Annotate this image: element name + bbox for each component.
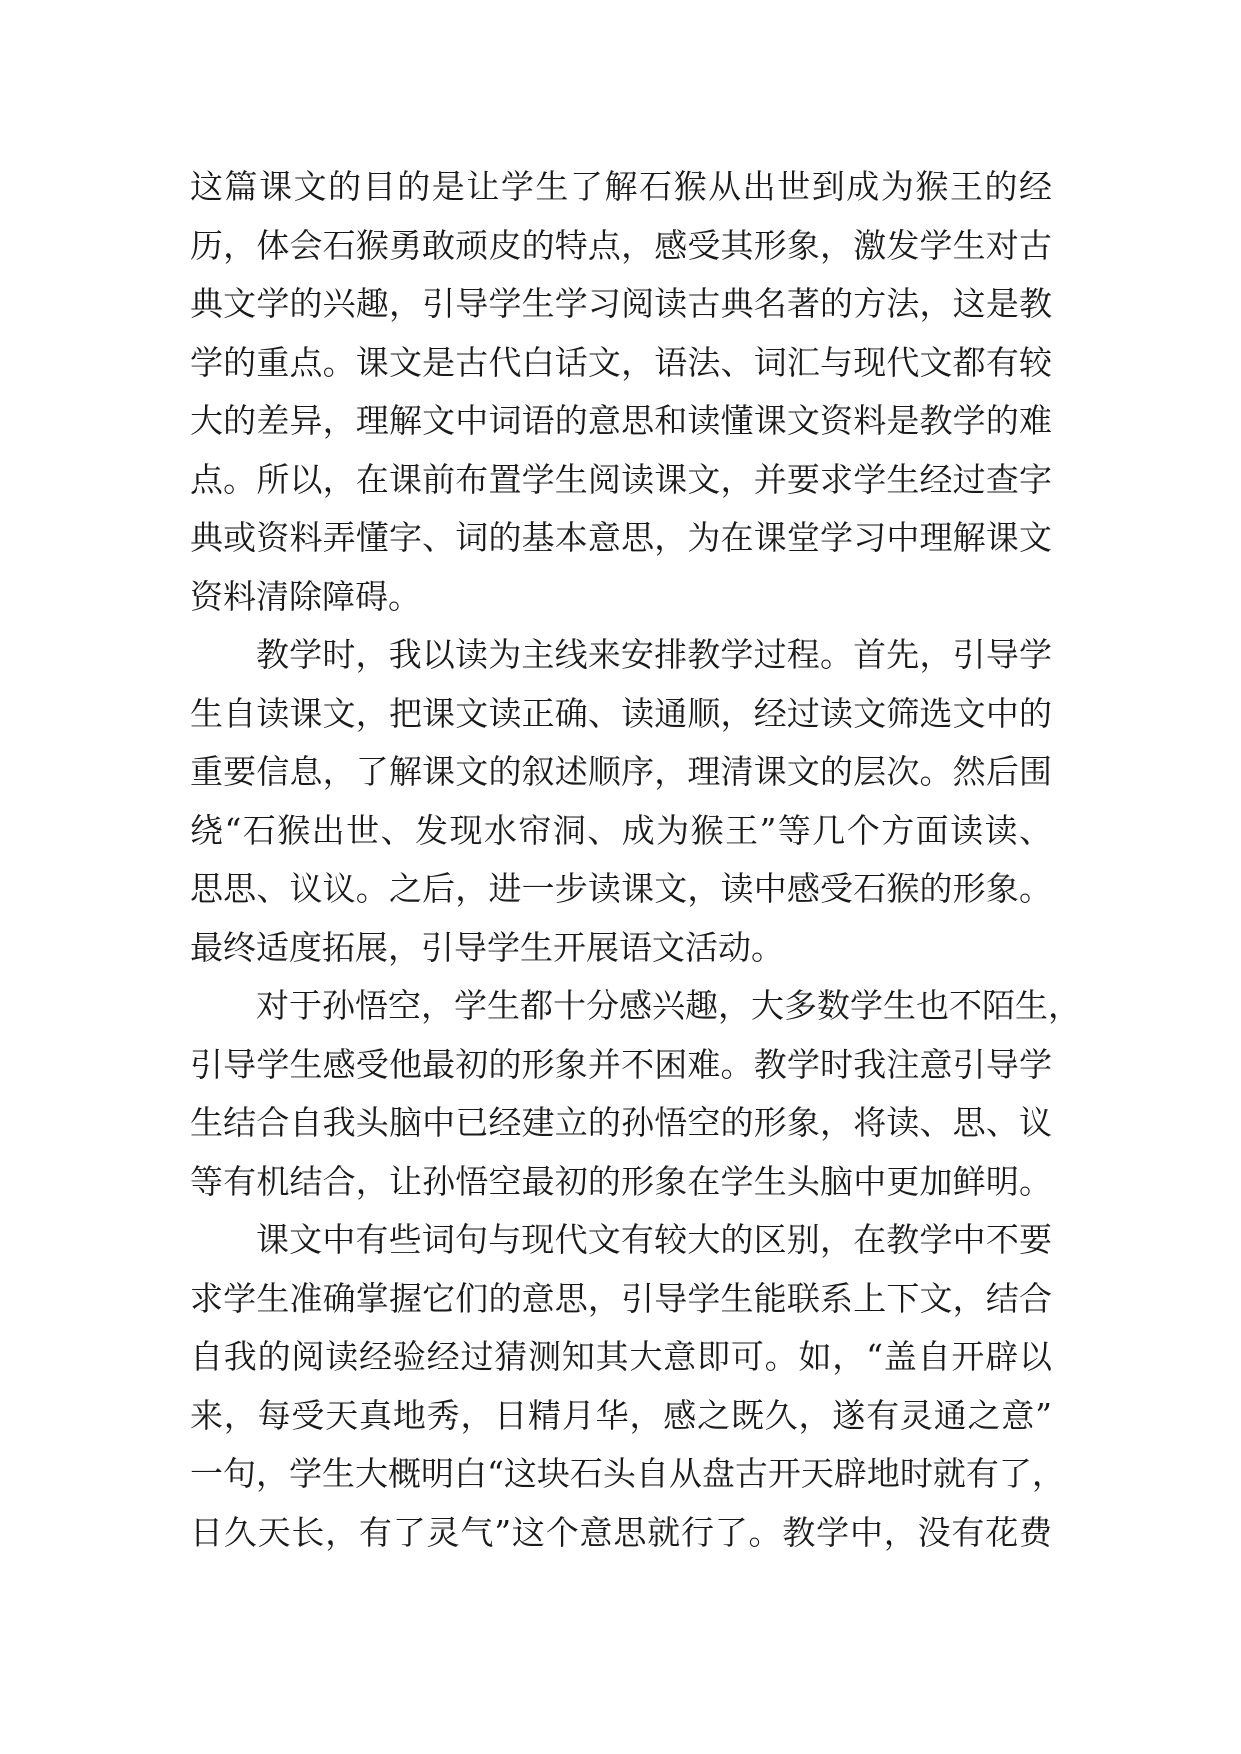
text-line: 点。所以，在课前布置学生阅读课文，并要求学生经过查字 [190,459,1052,499]
text-line: 这篇课文的目的是让学生了解石猴从出世到成为猴王的经 [190,167,1052,206]
text-line: 自我的阅读经验经过猜测知其大意即可。如，“盖自开辟以 [190,1337,1052,1376]
text-line: 教学时，我以读为主线来安排教学过程。首先，引导学 [256,635,1052,674]
text-line: 大的差异，理解文中词语的意思和读懂课文资料是教学的难 [190,401,1052,440]
text-line: 典或资料弄懂字、词的基本意思，为在课堂学习中理解课文 [190,518,1052,557]
text-line: 生自读课文，把课文读正确、读通顺，经过读文筛选文中的 [190,693,1052,733]
text-line: 等有机结合，让孙悟空最初的形象在学生头脑中更加鲜明。 [190,1161,1052,1201]
text-line: 绕“石猴出世、发现水帘洞、成为猴王”等几个方面读读、 [190,810,1052,850]
text-line: 重要信息，了解课文的叙述顺序，理清课文的层次。然后围 [190,752,1052,791]
text-line: 求学生准确掌握它们的意思，引导学生能联系上下文，结合 [190,1278,1052,1318]
text-line: 学的重点。课文是古代白话文，语法、词汇与现代文都有较 [190,342,1052,382]
paragraph-2 [190,626,1052,977]
paragraph-1 [190,158,1052,626]
paragraph-4 [190,1211,1065,1562]
text-line: 来，每受天真地秀，日精月华，感之既久，遂有灵通之意” [190,1395,1052,1435]
text-line: 日久天长，有了灵气”这个意思就行了。教学中，没有花费 [190,1512,1052,1552]
text-line: 课文中有些词句与现代文有较大的区别，在教学中不要 [256,1220,1052,1259]
text-line: 思思、议议。之后，进一步读课文，读中感受石猴的形象。 [190,869,1052,908]
text-line: 历，体会石猴勇敢顽皮的特点，感受其形象，激发学生对古 [190,225,1052,265]
text-line: 典文学的兴趣，引导学生学习阅读古典名著的方法，这是教 [190,284,1052,323]
text-line: 资料清除障碍。 [190,576,421,616]
text-line: 引导学生感受他最初的形象并不困难。教学时我注意引导学 [190,1044,1052,1084]
text-line: 一句，学生大概明白“这块石头自从盘古开天辟地时就有了， [190,1454,1065,1493]
paragraph-3 [190,977,1081,1211]
text-line: 生结合自我头脑中已经建立的孙悟空的形象，将读、思、议 [190,1103,1052,1142]
text-line: 对于孙悟空，学生都十分感兴趣，大多数学生也不陌生， [256,986,1081,1025]
document-body [190,158,1081,1562]
text-line: 最终适度拓展，引导学生开展语文活动。 [190,927,784,967]
